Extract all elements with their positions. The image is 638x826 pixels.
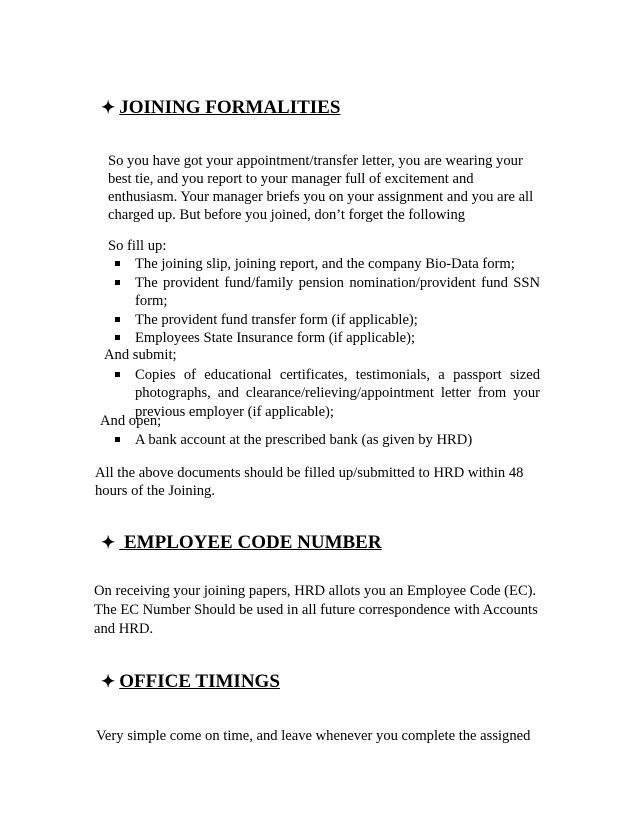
employee-code-line-1: On receiving your joining papers, HRD allots you an Employee Code (EC). bbox=[94, 583, 537, 599]
submit-item-1: Copies of educational certificates, testimonials, a passport sized photographs, and clearance/relieving/appointment letter from your previous employer (if applicable); bbox=[135, 367, 540, 420]
square-bullet-icon bbox=[115, 372, 120, 377]
open-label: And open; bbox=[100, 413, 162, 429]
intro-line-2: best tie, and you report to your manager full of excitement and bbox=[108, 171, 474, 187]
four-pointed-star-icon: ✦ bbox=[101, 533, 116, 552]
heading-office-timings-text: OFFICE TIMINGS bbox=[119, 671, 280, 692]
intro-line-4: charged up. But before you joined, don’t forget the following bbox=[108, 207, 466, 223]
fill-up-item-1: The joining slip, joining report, and the company Bio-Data form; bbox=[135, 256, 515, 272]
heading-employee-code-number bbox=[101, 532, 382, 554]
square-bullet-icon bbox=[115, 280, 120, 285]
employee-code-line-3: and HRD. bbox=[94, 621, 154, 637]
fill-up-item-3: The provident fund transfer form (if applicable); bbox=[135, 312, 418, 328]
fill-up-item-4: Employees State Insurance form (if applicable); bbox=[135, 330, 416, 346]
submit-label: And submit; bbox=[104, 347, 177, 363]
heading-joining-text: JOINING FORMALITIES bbox=[119, 97, 341, 118]
square-bullet-icon bbox=[115, 261, 120, 266]
square-bullet-icon bbox=[115, 437, 120, 442]
fill-up-item-2: The provident fund/family pension nomination/provident fund SSN form; bbox=[135, 275, 540, 310]
heading-office-timings bbox=[101, 671, 280, 693]
office-timings-line-1: Very simple come on time, and leave whenever you complete the assigned bbox=[96, 728, 531, 744]
square-bullet-icon bbox=[115, 335, 120, 340]
open-item-1: A bank account at the prescribed bank (as given by HRD) bbox=[135, 432, 473, 448]
closing-line-2: hours of the Joining. bbox=[95, 483, 215, 499]
square-bullet-icon bbox=[115, 317, 120, 322]
intro-line-1: So you have got your appointment/transfer letter, you are wearing your bbox=[108, 153, 523, 169]
intro-line-3: enthusiasm. Your manager briefs you on your assignment and you are all bbox=[108, 189, 534, 205]
four-pointed-star-icon: ✦ bbox=[101, 672, 116, 691]
employee-code-line-2: The EC Number Should be used in all future correspondence with Accounts bbox=[94, 602, 538, 618]
closing-line-1: All the above documents should be filled up/submitted to HRD within 48 bbox=[95, 465, 524, 481]
fill-up-label: So fill up: bbox=[108, 238, 167, 254]
heading-employee-code-text: EMPLOYEE CODE NUMBER bbox=[119, 532, 382, 553]
heading-joining-formalities bbox=[101, 97, 340, 119]
four-pointed-star-icon: ✦ bbox=[101, 98, 116, 117]
